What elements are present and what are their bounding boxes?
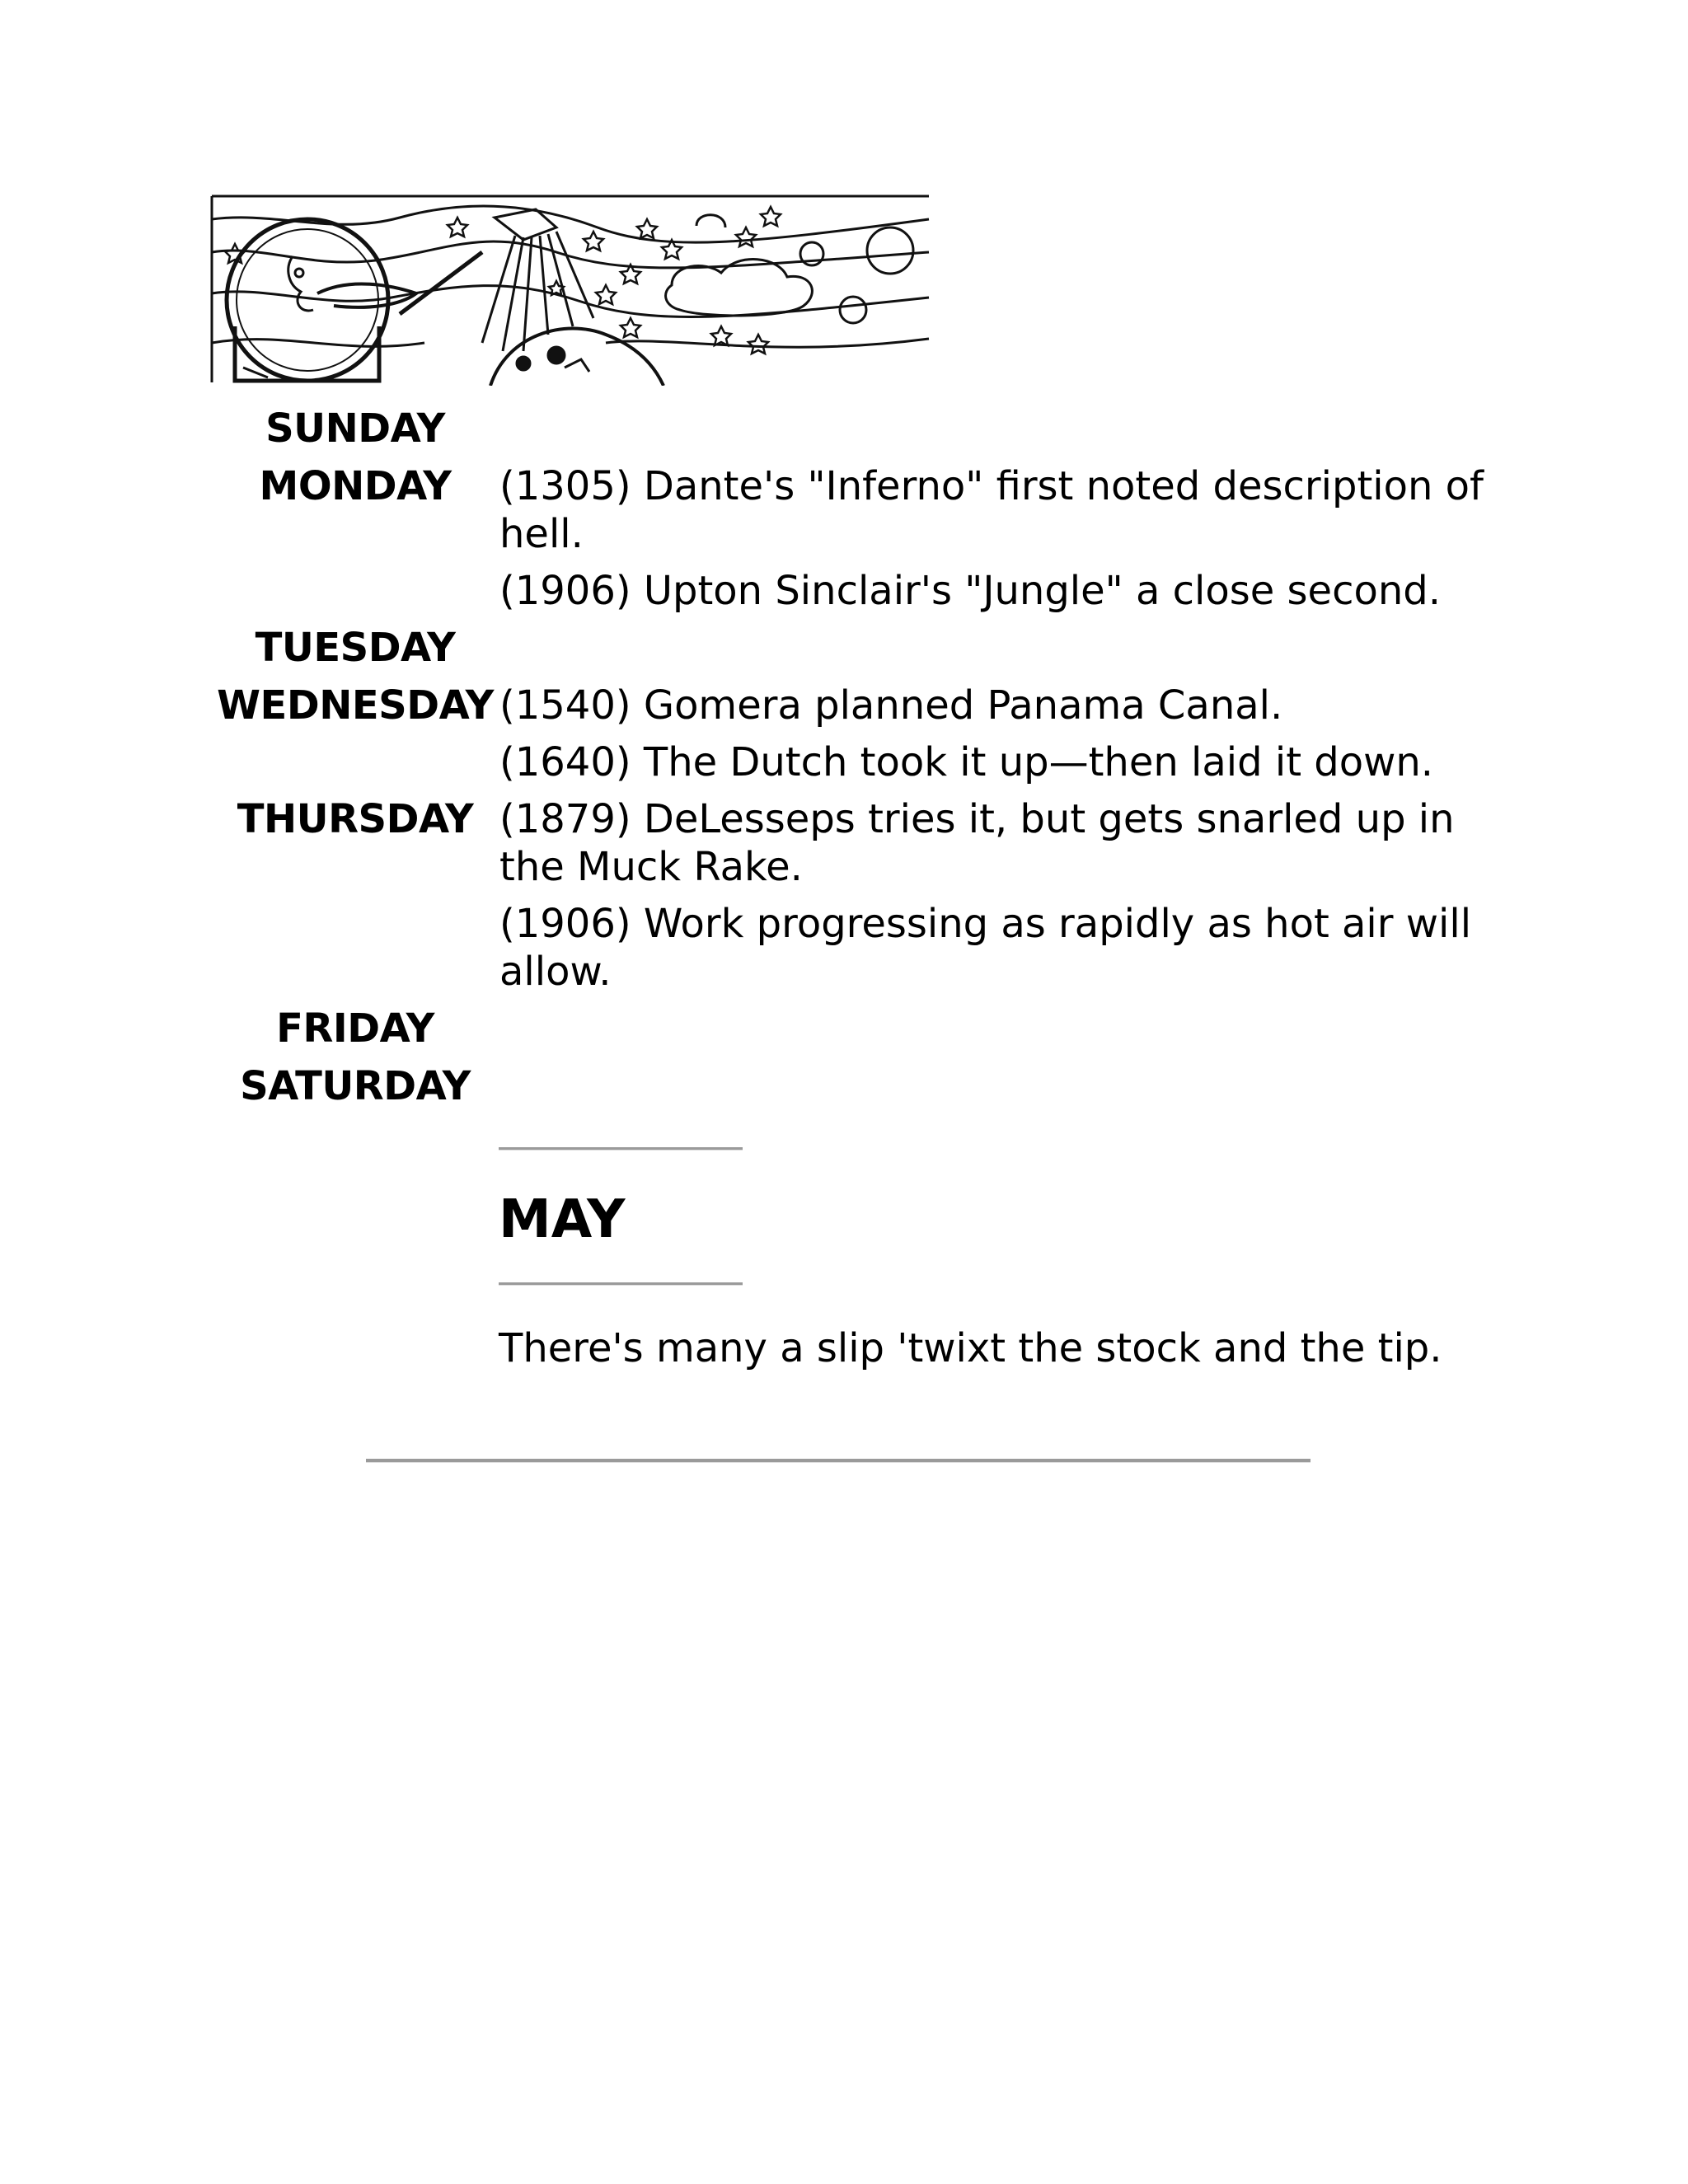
event-entry: (1640) The Dutch took it up—then laid it down. [499,739,1434,785]
day-label: FRIDAY [276,1005,434,1052]
month-section [499,1147,1488,1373]
divider [499,1147,743,1151]
page-divider [366,1459,1311,1463]
day-label: MONDAY [259,463,452,509]
event-entry: (1305) Dante's "Inferno" first noted description of hell. [499,463,1484,557]
calendar-row-wednesday [216,681,1485,794]
moon-and-stars-illustration [210,194,931,386]
divider [499,1282,743,1286]
day-label: SATURDAY [240,1063,471,1109]
event-entry: (1879) DeLesseps tries it, but gets snarled up in the Muck Rake. [499,796,1455,890]
event-entry: (1540) Gomera planned Panama Canal. [499,682,1283,729]
events-cell [495,462,1485,623]
event-entry: (1906) Upton Sinclair's "Jungle" a close second. [499,568,1441,614]
day-label: SUNDAY [265,405,445,452]
day-label: THURSDAY [237,796,474,842]
day-label: WEDNESDAY [217,682,494,729]
calendar-table [216,404,1485,1119]
calendar-row-friday [216,1004,1485,1062]
calendar-row-saturday [216,1062,1485,1119]
event-entry: (1906) Work progressing as rapidly as hot air will allow. [499,901,1472,995]
calendar-row-thursday [216,794,1485,1004]
calendar-row-monday [216,462,1485,623]
day-label: TUESDAY [255,625,456,671]
calendar-row-sunday [216,404,1485,462]
events-cell [495,681,1485,794]
header-illustration [210,194,931,386]
events-cell [495,794,1485,1004]
calendar-row-tuesday [216,623,1485,681]
month-title: MAY [499,1189,626,1250]
month-motto: There's many a slip 'twixt the stock and the tip. [499,1325,1442,1371]
